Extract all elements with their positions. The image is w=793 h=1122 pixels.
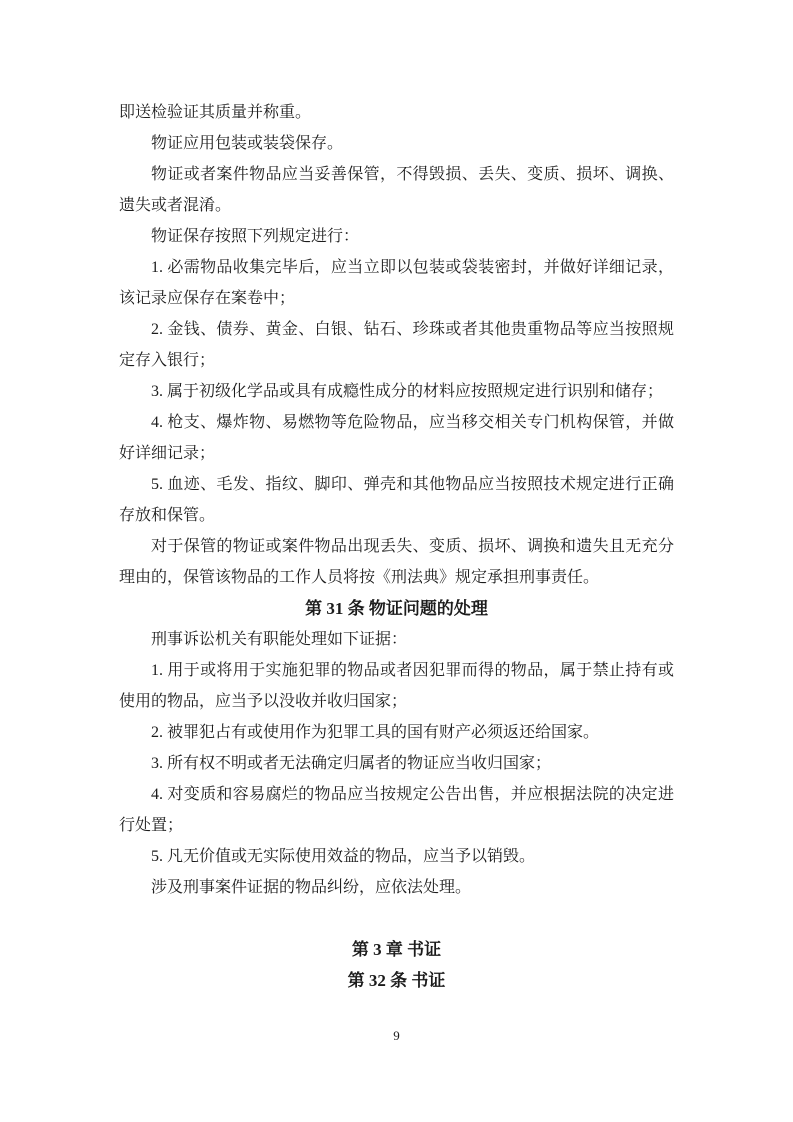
list-item: 2. 被罪犯占有或使用作为犯罪工具的国有财产必须返还给国家。 xyxy=(151,724,600,741)
paragraph: 涉及刑事案件证据的物品纠纷，应依法处理。 xyxy=(151,879,472,896)
list-item: 4. 枪支、爆炸物、易燃物等危险物品，应当移交相关专门机构保管，并做好详细记录； xyxy=(119,414,674,462)
paragraph: 物证应用包装或装袋保存。 xyxy=(151,135,344,152)
paragraph: 物证保存按照下列规定进行： xyxy=(151,228,360,245)
list-item: 3. 属于初级化学品或具有成瘾性成分的材料应按照规定进行识别和储存； xyxy=(151,383,664,400)
list-item: 5. 凡无价值或无实际使用效益的物品，应当予以销毁。 xyxy=(151,848,536,865)
article-31-heading: 第 31 条 物证问题的处理 xyxy=(305,599,488,618)
list-item: 2. 金钱、债券、黄金、白银、钻石、珍珠或者其他贵重物品等应当按照规定存入银行； xyxy=(119,321,674,369)
paragraph: 刑事诉讼机关有职能处理如下证据： xyxy=(151,631,408,648)
paragraph: 即送检验证其质量并称重。 xyxy=(119,104,312,121)
page-number: 9 xyxy=(393,1028,400,1043)
document-body xyxy=(119,97,674,996)
list-item: 4. 对变质和容易腐烂的物品应当按规定公告出售，并应根据法院的决定进行处置； xyxy=(119,786,674,834)
list-item: 1. 必需物品收集完毕后，应当立即以包装或袋装密封，并做好详细记录，该记录应保存在案卷中； xyxy=(119,259,674,307)
article-32-heading: 第 32 条 书证 xyxy=(347,971,446,990)
list-item: 3. 所有权不明或者无法确定归属者的物证应当收归国家； xyxy=(151,755,552,772)
chapter-3-heading: 第 3 章 书证 xyxy=(351,940,442,959)
paragraph: 对于保管的物证或案件物品出现丢失、变质、损坏、调换和遗失且无充分理由的，保管该物品的工作人员将按《刑法典》规定承担刑事责任。 xyxy=(119,538,674,586)
list-item: 1. 用于或将用于实施犯罪的物品或者因犯罪而得的物品，属于禁止持有或使用的物品，应当予以没收并收归国家； xyxy=(119,662,674,710)
paragraph: 物证或者案件物品应当妥善保管，不得毁损、丢失、变质、损坏、调换、遗失或者混淆。 xyxy=(119,166,674,214)
list-item: 5. 血迹、毛发、指纹、脚印、弹壳和其他物品应当按照技术规定进行正确存放和保管。 xyxy=(119,476,674,524)
